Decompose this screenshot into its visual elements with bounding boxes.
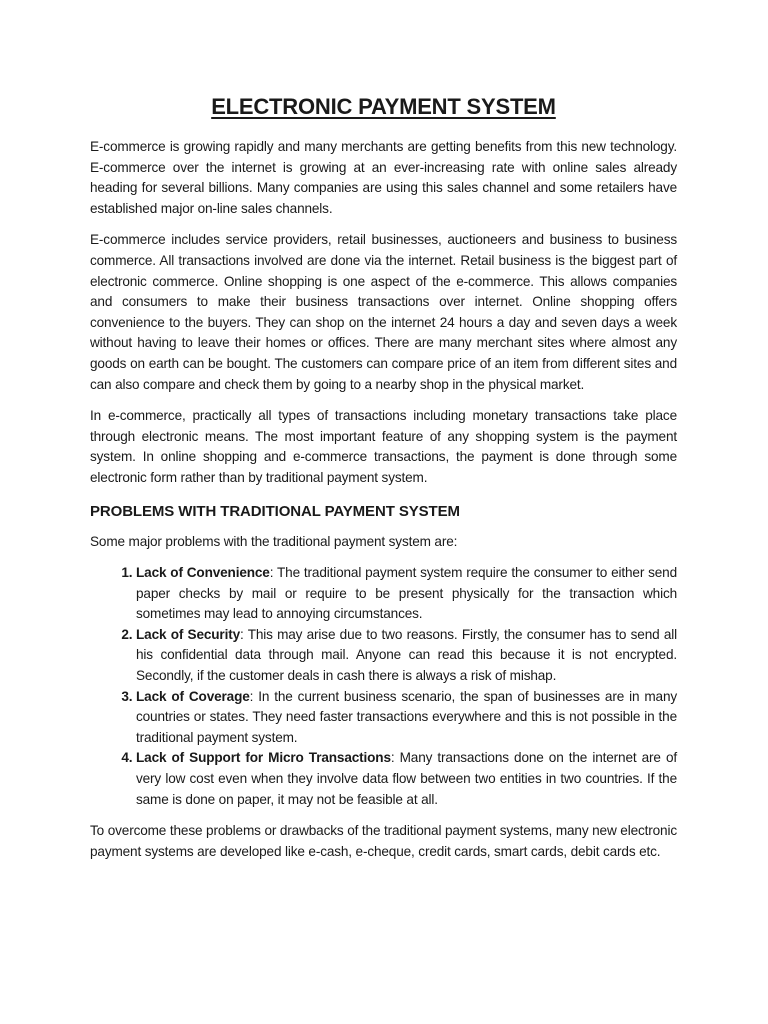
list-item	[136, 625, 677, 687]
problem-text: : Many transactions done on the internet are of very low cost even when they involve data flow between two entities in two countries. If the same is done on paper, it may not be feasible at all.	[136, 750, 677, 807]
intro-paragraph-1: E-commerce is growing rapidly and many merchants are getting benefits from this new technology. E-commerce over the internet is growing at an ever-increasing rate with online sales already heading for several billions. Many companies are using this sales channel and some retailers have established major on-line sales channels.	[90, 139, 677, 216]
list-item	[136, 748, 677, 810]
problem-term: Lack of Convenience	[136, 565, 270, 581]
problem-term: Lack of Security	[136, 626, 240, 642]
problem-term: Lack of Support for Micro Transactions	[136, 750, 391, 766]
problem-term: Lack of Coverage	[136, 688, 250, 704]
intro-paragraph-3: In e-commerce, practically all types of transactions including monetary transactions take place through electronic means. The most important feature of any shopping system is the payment system. In online shopping and e-commerce transactions, the payment is done through some electronic form rather than by traditional payment system.	[90, 408, 677, 485]
problems-list	[90, 563, 677, 810]
list-item	[136, 563, 677, 625]
intro-paragraph-2: E-commerce includes service providers, retail businesses, auctioneers and business to business commerce. All transactions involved are done via the internet. Retail business is the biggest part of electronic commerce. Online shopping is one aspect of the e-commerce. This allows companies and consumers to make their business transactions over internet. Online shopping offers convenience to the buyers. They can shop on the internet 24 hours a day and seven days a week without having to leave their homes or offices. There are many merchant sites where almost any goods on earth can be bought. The customers can compare price of an item from different sites and can also compare and check them by going to a nearby shop in the physical market.	[90, 232, 677, 392]
problem-text: : In the current business scenario, the span of businesses are in many countries or states. They need faster transactions everywhere and this is not possible in the traditional payment system.	[136, 688, 677, 745]
page-title: ELECTRONIC PAYMENT SYSTEM	[211, 94, 556, 119]
section-heading: PROBLEMS WITH TRADITIONAL PAYMENT SYSTEM	[90, 502, 460, 520]
conclusion-paragraph: To overcome these problems or drawbacks of the traditional payment systems, many new electronic payment systems are developed like e-cash, e-cheque, credit cards, smart cards, debit cards etc.	[90, 823, 677, 859]
list-item	[136, 687, 677, 749]
problem-text: : The traditional payment system require the consumer to either send paper checks by mail or require to be present physically for the transaction which sometimes may lead to annoying circumstances.	[136, 565, 677, 622]
document-page	[90, 92, 677, 873]
problem-text: : This may arise due to two reasons. Firstly, the consumer has to send all his confidential data through mail. Anyone can read this because it is not encrypted. Secondly, if the customer deals in cash there is always a risk of mishap.	[136, 626, 677, 684]
list-intro: Some major problems with the traditional payment system are:	[90, 533, 458, 549]
